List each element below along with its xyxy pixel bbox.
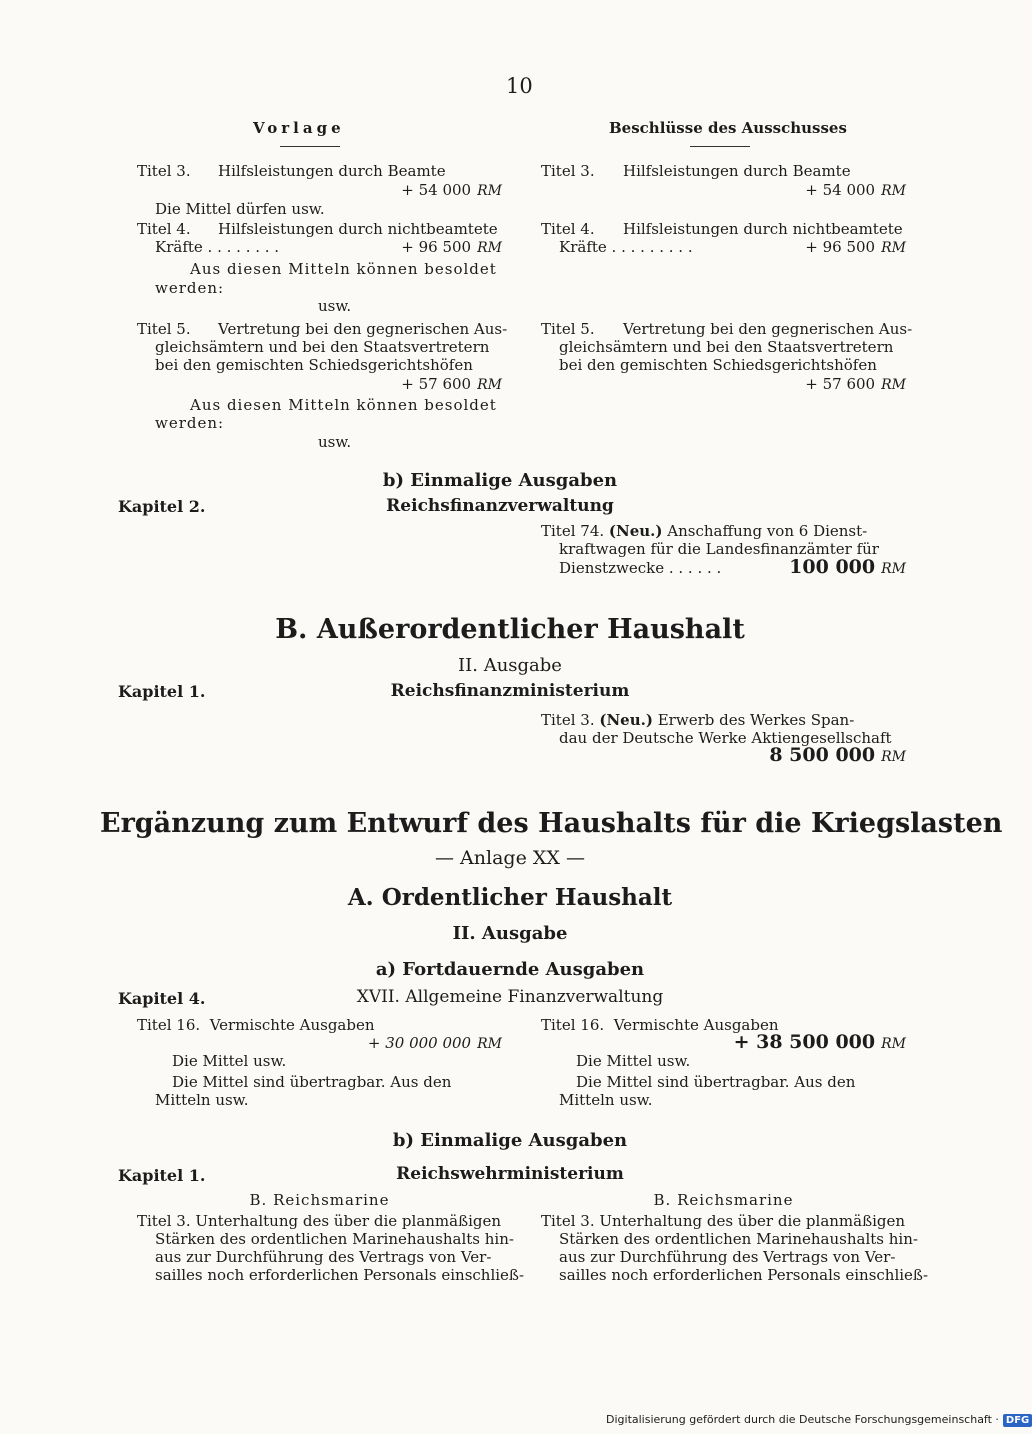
note: Die Mittel sind übertragbar. Aus den — [576, 1073, 856, 1091]
amount: + 30 000 000 RM — [367, 1034, 502, 1052]
titel-text: dau der Deutsche Werke Aktiengesellschaft — [559, 729, 892, 747]
titel-text: Vertretung bei den gegnerischen Aus- — [218, 320, 508, 338]
titel-text: Titel 3. Unterhaltung des über die planmäßigen — [541, 1212, 906, 1230]
subsection-label: B. Reichsmarine — [653, 1191, 794, 1209]
titel-text: gleichsämtern und bei den Staatsvertretern — [559, 338, 894, 356]
note: Die Mittel usw. — [576, 1052, 691, 1070]
titel-label: Titel 5. — [541, 320, 595, 338]
chapter-title: XVII. Allgemeine Finanzverwaltung — [356, 987, 664, 1007]
titel-text: aus zur Durchführung des Vertrags von Ver- — [155, 1248, 492, 1266]
titel-text: Stärken des ordentlichen Marinehaushalts hin- — [155, 1230, 514, 1248]
titel-label: Titel 5. — [137, 320, 191, 338]
amount: + 57 600 RM — [401, 375, 502, 393]
titel-label: Titel 3. — [137, 162, 191, 180]
page-number: 10 — [506, 74, 533, 98]
note: usw. — [318, 297, 352, 315]
titel-text: gleichsämtern und bei den Staatsvertretern — [155, 338, 490, 356]
amount: + 57 600 RM — [805, 375, 906, 393]
titel-text: Hilfsleistungen durch nichtbeamtete — [218, 220, 498, 238]
ministry-heading: Reichsfinanzministerium — [390, 681, 630, 701]
kapitel-label: Kapitel 2. — [118, 497, 206, 516]
column-header-vorlage: Vorlage — [253, 119, 345, 137]
main-heading-ergaenzung: Ergänzung zum Entwurf des Haushalts für die Kriegslasten — [100, 808, 1003, 839]
titel-text: Stärken des ordentlichen Marinehaushalts hin- — [559, 1230, 918, 1248]
note: werden: — [155, 279, 225, 297]
amount: + 54 000 RM — [805, 181, 906, 199]
footer-credit: Digitalisierung gefördert durch die Deutsche Forschungsgemeinschaft · DFG — [606, 1413, 1032, 1427]
section-heading: b) Einmalige Ausgaben — [392, 1130, 628, 1151]
titel-text: kraftwagen für die Landesfinanzämter für — [559, 540, 879, 558]
amount: + 38 500 000 RM — [733, 1031, 906, 1053]
titel-text: Dienstzwecke . . . . . . — [559, 559, 722, 577]
amount: 8 500 000 RM — [769, 744, 906, 766]
kapitel-label: Kapitel 1. — [118, 682, 206, 701]
note: Aus diesen Mitteln können besoldet — [190, 396, 497, 414]
kapitel-label: Kapitel 1. — [118, 1166, 206, 1185]
header-rule-left — [280, 146, 340, 147]
titel-text: Hilfsleistungen durch nichtbeamtete — [623, 220, 903, 238]
titel-label: Titel 16. Vermischte Ausgaben — [137, 1016, 375, 1034]
titel-text: bei den gemischten Schiedsgerichtshöfen — [155, 356, 473, 374]
subheading: II. Ausgabe — [452, 923, 568, 944]
subheading: II. Ausgabe — [458, 655, 562, 676]
note: Mitteln usw. — [559, 1091, 653, 1109]
titel-text: Kräfte . . . . . . . . — [155, 238, 280, 256]
section-heading: b) Einmalige Ausgaben — [382, 470, 618, 491]
amount: + 96 500 RM — [401, 238, 502, 256]
titel-label: Titel 4. — [541, 220, 595, 238]
note: Die Mittel usw. — [172, 1052, 287, 1070]
titel-text: sailles noch erforderlichen Personals einschließ- — [155, 1266, 525, 1284]
titel-text: bei den gemischten Schiedsgerichtshöfen — [559, 356, 877, 374]
header-rule-right — [690, 146, 750, 147]
titel-text: sailles noch erforderlichen Personals einschließ- — [559, 1266, 929, 1284]
kapitel-label: Kapitel 4. — [118, 989, 206, 1008]
section-heading-ausserordentlich: B. Außerordentlicher Haushalt — [275, 614, 745, 645]
anlage-label: — Anlage XX — — [435, 847, 585, 869]
titel-text: Titel 3. Unterhaltung des über die planmäßigen — [137, 1212, 502, 1230]
titel-label: Titel 74. (Neu.) Anschaffung von 6 Dienst- — [541, 522, 868, 540]
ministry-heading: Reichswehrministerium — [396, 1164, 624, 1184]
amount: 100 000 RM — [789, 556, 906, 578]
titel-label: Titel 16. Vermischte Ausgaben — [541, 1016, 779, 1034]
note: Die Mittel sind übertragbar. Aus den — [172, 1073, 452, 1091]
note: usw. — [318, 433, 352, 451]
note: Die Mittel dürfen usw. — [155, 200, 325, 218]
titel-text: Kräfte . . . . . . . . . — [559, 238, 693, 256]
dfg-logo-icon: DFG — [1003, 1414, 1032, 1427]
titel-text: Vertretung bei den gegnerischen Aus- — [623, 320, 913, 338]
titel-text: Hilfsleistungen durch Beamte — [623, 162, 851, 180]
note: werden: — [155, 414, 225, 432]
ministry-heading: Reichsfinanzverwaltung — [386, 496, 614, 516]
titel-label: Titel 4. — [137, 220, 191, 238]
section-heading: a) Fortdauernde Ausgaben — [375, 959, 645, 980]
subsection-label: B. Reichsmarine — [249, 1191, 390, 1209]
titel-text: Hilfsleistungen durch Beamte — [218, 162, 446, 180]
titel-label: Titel 3. (Neu.) Erwerb des Werkes Span- — [541, 711, 855, 729]
note: Aus diesen Mitteln können besoldet — [190, 260, 497, 278]
column-header-beschluesse: Beschlüsse des Ausschusses — [609, 119, 847, 137]
amount: + 54 000 RM — [401, 181, 502, 199]
titel-text: aus zur Durchführung des Vertrags von Ver- — [559, 1248, 896, 1266]
titel-label: Titel 3. — [541, 162, 595, 180]
section-heading-ordentlich: A. Ordentlicher Haushalt — [347, 884, 673, 911]
amount: + 96 500 RM — [805, 238, 906, 256]
note: Mitteln usw. — [155, 1091, 249, 1109]
